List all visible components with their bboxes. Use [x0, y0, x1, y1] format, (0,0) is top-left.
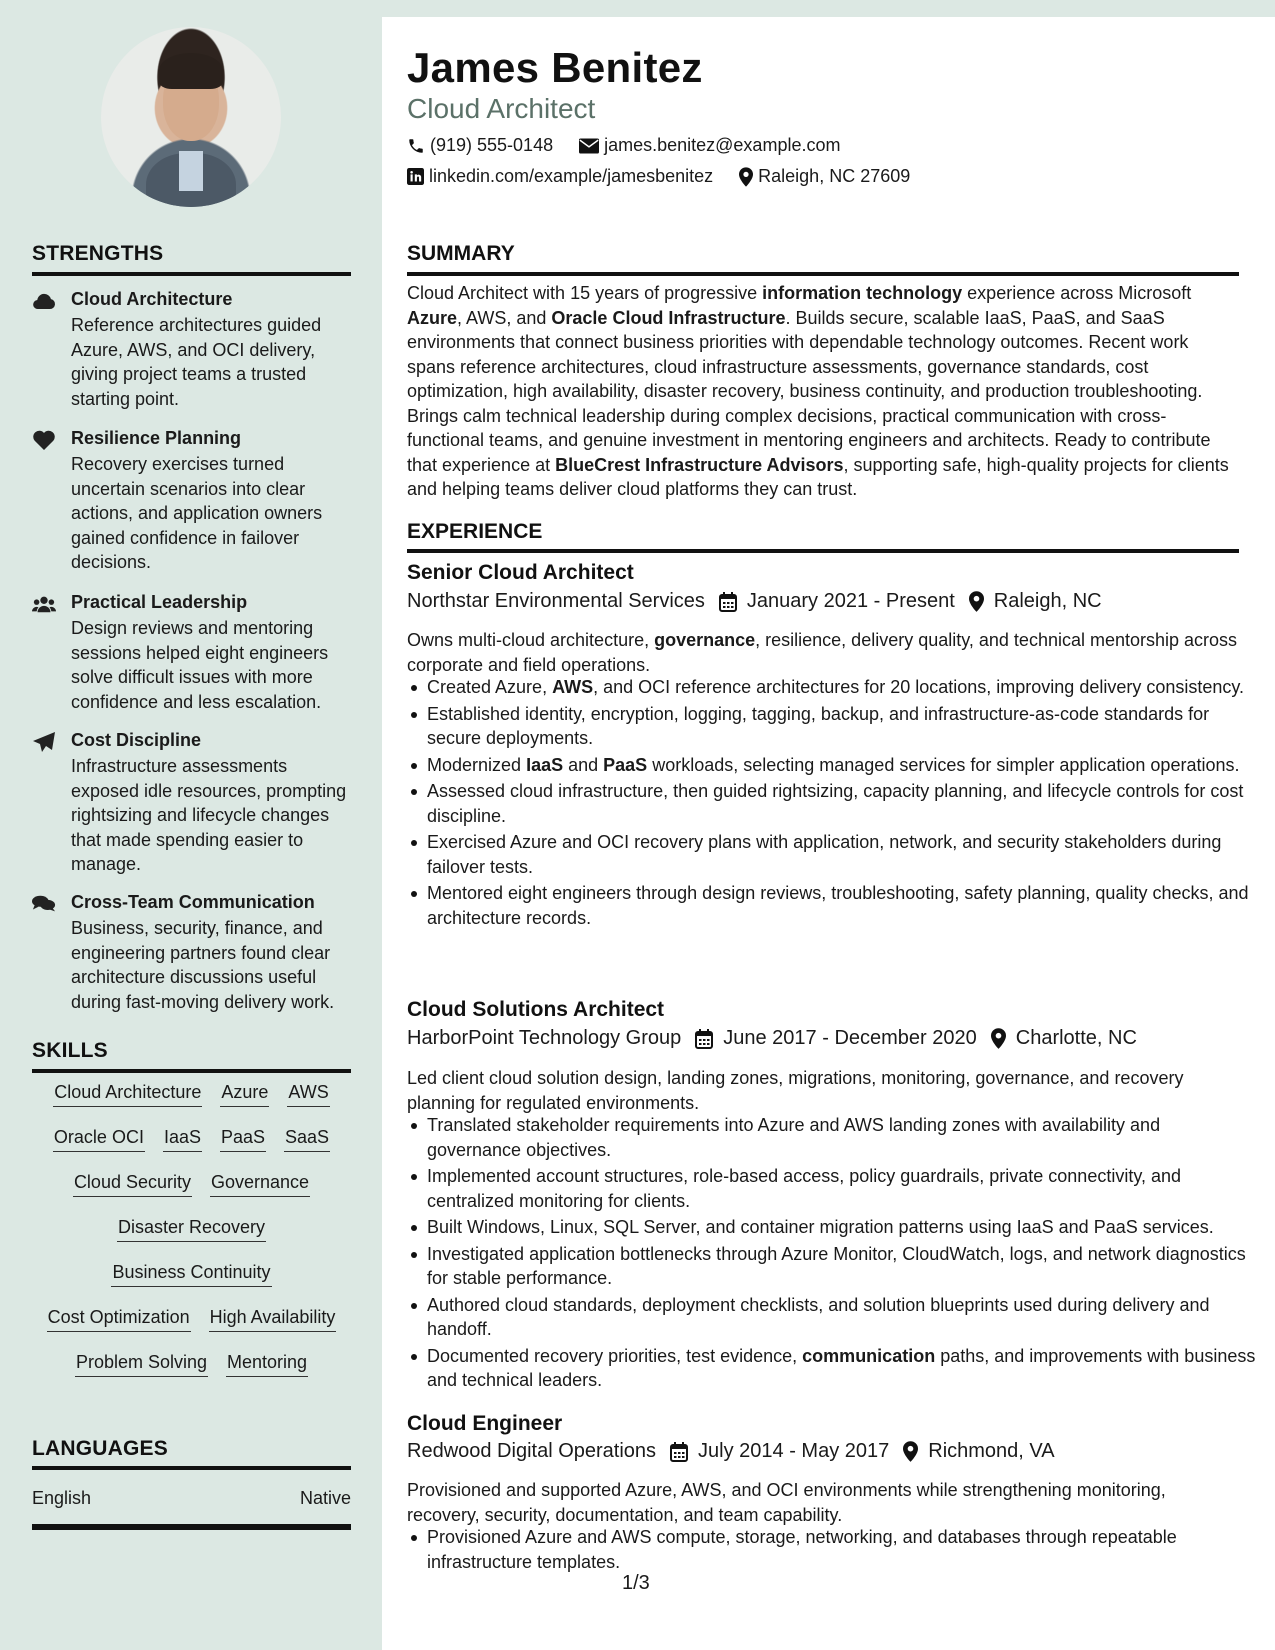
job-company: Northstar Environmental Services	[407, 590, 705, 612]
paper-plane-icon	[32, 731, 56, 753]
bullet-item: Implemented account structures, role-based access, policy guardrails, private connectivity, and centralized monitoring for clients.	[427, 1164, 1259, 1213]
job-bullets	[407, 1113, 1259, 1395]
skill-tag: IaaS	[163, 1126, 202, 1152]
phone-icon	[407, 137, 425, 155]
job-title: Senior Cloud Architect	[407, 561, 634, 584]
skill-tag: Oracle OCI	[53, 1126, 145, 1152]
skill-tag: High Availability	[209, 1306, 337, 1332]
strengths-divider	[32, 272, 351, 276]
skill-tag: Business Continuity	[111, 1261, 271, 1287]
job-dates: January 2021 - Present	[746, 590, 955, 612]
skills-heading: SKILLS	[32, 1039, 108, 1062]
job-title: Cloud Solutions Architect	[407, 998, 665, 1021]
candidate-role: Cloud Architect	[407, 93, 596, 124]
job-location: Richmond, VA	[928, 1440, 1055, 1462]
strength-title: Practical Leadership	[71, 592, 248, 612]
strength-title: Cloud Architecture	[71, 289, 233, 309]
skill-tag: AWS	[287, 1081, 329, 1107]
strength-desc: Design reviews and mentoring sessions helped eight engineers solve difficult issues with more confidence and less escalation.	[71, 618, 329, 712]
map-pin-icon	[903, 1441, 918, 1462]
comments-icon	[32, 893, 56, 915]
sidebar	[0, 0, 382, 1650]
summary-heading: SUMMARY	[407, 242, 515, 265]
skill-tag: Cost Optimization	[47, 1306, 191, 1332]
bullet-item: Provisioned Azure and AWS compute, storage, networking, and databases through repeatable infrastructure templates.	[427, 1525, 1259, 1574]
bullet-item: Built Windows, Linux, SQL Server, and container migration patterns using IaaS and PaaS services.	[427, 1215, 1259, 1240]
job-dates: June 2017 - December 2020	[723, 1027, 977, 1049]
job-bullets	[407, 675, 1259, 932]
skill-row	[32, 1351, 351, 1396]
skill-tag: SaaS	[284, 1126, 330, 1152]
job-title: Cloud Engineer	[407, 1412, 563, 1435]
language-level-bar	[32, 1524, 351, 1530]
skill-row	[32, 1306, 351, 1351]
language-level: Native	[299, 1488, 351, 1508]
bullet-item: Created Azure, AWS, and OCI reference architectures for 20 locations, improving delivery consistency.	[427, 675, 1259, 700]
bullet-item: Translated stakeholder requirements into Azure and AWS landing zones with availability and governance objectives.	[427, 1113, 1259, 1162]
job-bullets	[407, 1525, 1259, 1576]
skill-tag: Cloud Security	[73, 1171, 192, 1197]
skill-row	[32, 1126, 351, 1171]
languages-divider	[32, 1466, 351, 1470]
strength-title: Cost Discipline	[71, 730, 202, 750]
envelope-icon	[579, 138, 599, 154]
email-link[interactable]: james.benitez@example.com	[604, 135, 841, 155]
skill-tag: Mentoring	[226, 1351, 308, 1377]
strengths-heading: STRENGTHS	[32, 242, 164, 265]
languages-heading: LANGUAGES	[32, 1437, 168, 1460]
strength-title: Cross-Team Communication	[71, 892, 315, 912]
avatar	[101, 27, 281, 207]
location-text: Raleigh, NC 27609	[758, 166, 911, 186]
skill-row	[32, 1216, 351, 1261]
strength-desc: Business, security, finance, and engineering partners found clear architecture discussions useful during fast-moving delivery work.	[71, 918, 335, 1012]
strength-title: Resilience Planning	[71, 428, 242, 448]
calendar-icon	[670, 1442, 688, 1462]
bullet-item: Established identity, encryption, logging, tagging, backup, and infrastructure-as-code standards for secure deployments.	[427, 702, 1259, 751]
map-pin-icon	[969, 591, 984, 612]
skills-divider	[32, 1069, 351, 1073]
candidate-name: James Benitez	[407, 44, 703, 91]
skill-row	[32, 1261, 351, 1306]
skill-tag: Cloud Architecture	[53, 1081, 202, 1107]
summary-divider	[407, 272, 1239, 276]
strength-desc: Infrastructure assessments exposed idle resources, prompting rightsizing and lifecycle changes that made spending easier to manage.	[71, 756, 347, 874]
language-name: English	[32, 1488, 92, 1508]
skill-tag: Problem Solving	[75, 1351, 208, 1377]
job-meta	[407, 1027, 1137, 1050]
linkedin-icon	[407, 168, 424, 185]
bullet-item: Documented recovery priorities, test evidence, communication paths, and improvements with business and technical leaders.	[427, 1344, 1259, 1393]
page-number: 1/3	[622, 1572, 650, 1594]
job-company: Redwood Digital Operations	[407, 1440, 657, 1462]
language-row	[32, 1488, 351, 1509]
job-meta	[407, 590, 1102, 613]
skill-tag: Governance	[210, 1171, 310, 1197]
strength-desc: Recovery exercises turned uncertain scenarios into clear actions, and application owners gained confidence in failover decisions.	[71, 454, 323, 572]
map-pin-icon	[739, 167, 753, 187]
bullet-item: Mentored eight engineers through design reviews, troubleshooting, safety planning, quality checks, and architecture records.	[427, 881, 1259, 930]
job-location: Raleigh, NC	[993, 590, 1102, 612]
bullet-item: Exercised Azure and OCI recovery plans with application, network, and security stakeholders during failover tests.	[427, 830, 1259, 879]
skill-tag: Disaster Recovery	[117, 1216, 266, 1242]
skills-list	[32, 1081, 351, 1396]
skill-tag: PaaS	[220, 1126, 266, 1152]
calendar-icon	[719, 592, 737, 612]
job-company: HarborPoint Technology Group	[407, 1027, 682, 1049]
heart-icon	[32, 429, 56, 451]
job-meta	[407, 1440, 1055, 1463]
skill-row	[32, 1171, 351, 1216]
job-location: Charlotte, NC	[1015, 1027, 1137, 1049]
bullet-item: Modernized IaaS and PaaS workloads, selecting managed services for simpler application operations.	[427, 753, 1259, 778]
job-intro: Provisioned and supported Azure, AWS, and OCI environments while strengthening monitoring, recovery, security, documentation, and team capability.	[407, 1480, 1166, 1525]
experience-heading: EXPERIENCE	[407, 520, 543, 543]
users-icon	[32, 593, 56, 615]
job-intro: Led client cloud solution design, landing zones, migrations, monitoring, governance, and recovery planning for regulated environments.	[407, 1068, 1184, 1113]
job-dates: July 2014 - May 2017	[698, 1440, 890, 1462]
skill-tag: Azure	[220, 1081, 269, 1107]
experience-divider	[407, 549, 1239, 553]
strength-desc: Reference architectures guided Azure, AWS, and OCI delivery, giving project teams a trusted starting point.	[71, 315, 322, 409]
summary-text: Cloud Architect with 15 years of progressive information technology experience across Microsoft Azure, AWS, and Oracle Cloud Infrastructure. Builds secure, scalable IaaS, PaaS, and SaaS environments that connect business priorities with dependable technology outcomes. Recent work spans reference architectures, cloud infrastructure assessments, governance standards, cost optimization, high availability, disaster recovery, business continuity, and production troubleshooting. Brings calm technical leadership during complex decisions, practical communication with cross-functional teams, and genuine investment in mentoring engineers and architects. Ready to contribute that experience at BlueCrest Infrastructure Advisors, supporting safe, high-quality projects for clients and helping teams deliver cloud platforms they can trust.	[407, 283, 1229, 499]
job-intro: Owns multi-cloud architecture, governance, resilience, delivery quality, and technical mentorship across corporate and field operations.	[407, 630, 1238, 675]
bullet-item: Investigated application bottlenecks through Azure Monitor, CloudWatch, logs, and network diagnostics for stable performance.	[427, 1242, 1259, 1291]
contact-row	[407, 166, 910, 187]
bullet-item: Authored cloud standards, deployment checklists, and solution blueprints used during delivery and handoff.	[427, 1293, 1259, 1342]
phone-text: (919) 555-0148	[430, 135, 554, 155]
contact-row	[407, 135, 840, 156]
linkedin-link[interactable]: linkedin.com/example/jamesbenitez	[429, 166, 714, 186]
cloud-icon	[32, 290, 56, 312]
bullet-item: Assessed cloud infrastructure, then guided rightsizing, capacity planning, and lifecycle controls for cost discipline.	[427, 779, 1259, 828]
skill-row	[32, 1081, 351, 1126]
map-pin-icon	[991, 1028, 1006, 1049]
calendar-icon	[695, 1029, 713, 1049]
